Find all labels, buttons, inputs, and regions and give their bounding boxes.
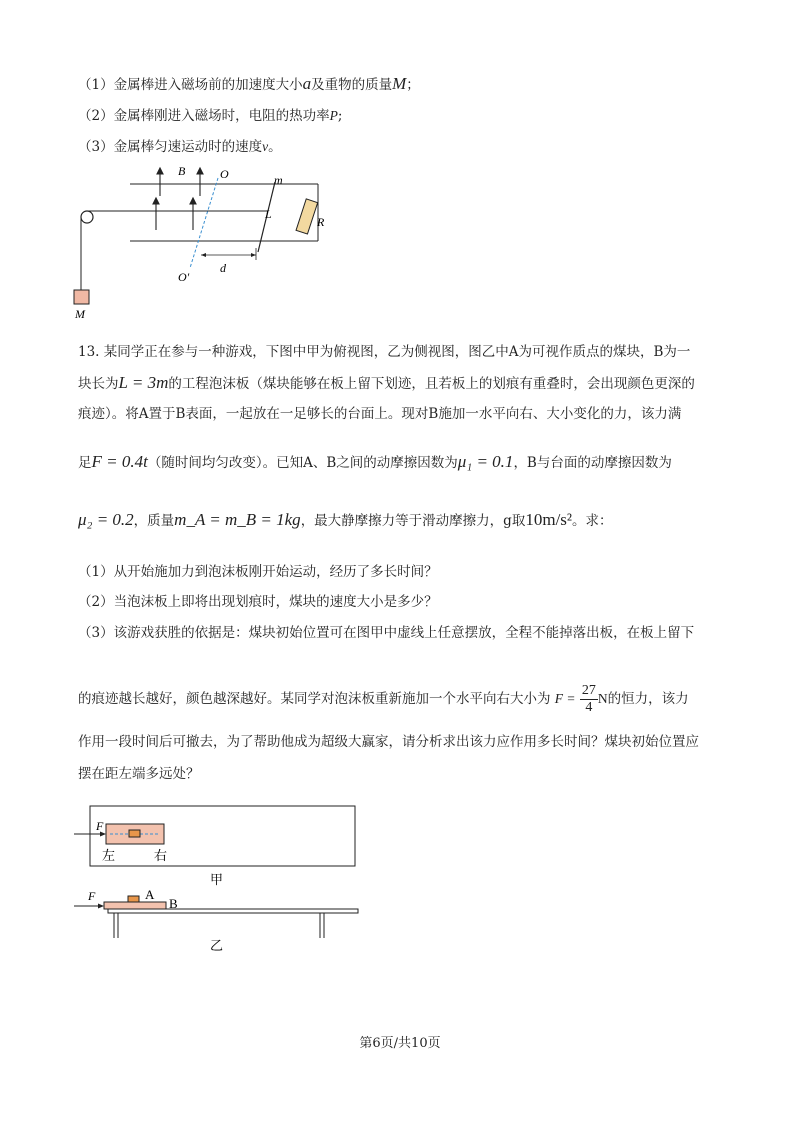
label-right: 右 [154,849,168,864]
q12-item-3: （3）金属棒匀速运动时的速度v。 [78,139,282,155]
q12-figure [60,160,340,325]
resistor [296,199,318,234]
board-side-view [104,902,166,909]
label-O-prime: O' [178,270,190,284]
label-F-jia: F [96,819,104,833]
q12-item-2: （2）金属棒刚进入磁场时，电阻的热功率P; [78,108,343,124]
label-B-board: B [169,896,178,911]
q13-line-2: 块长为L = 3m的工程泡沫板（煤块能够在板上留下划迹，且若板上的划痕有重叠时，会出现颜色更深的 [78,373,695,392]
label-left: 左 [102,849,116,864]
q13-line-3: 痕迹）。将A置于B表面，一起放在一足够长的台面上。现对B施加一水平向右、大小变化的力，该力满 [78,406,682,422]
label-d: d [220,261,226,275]
block-side-view [128,896,139,902]
table-side-view [108,909,358,913]
mass-block [74,290,89,304]
label-R: R [317,215,325,229]
q13-line-1: 13. 某同学正在参与一种游戏，下图中甲为俯视图，乙为侧视图，图乙中A为可视作质点的煤块，B为一 [78,344,691,360]
figure-yi [70,880,370,955]
q13-sub-3: （3）该游戏获胜的依据是：煤块初始位置可在图甲中虚线上任意摆放，全程不能掉落出板，在板上留下 [78,625,695,641]
caption-yi: 乙 [210,939,224,954]
label-A: A [145,887,155,902]
force-fraction: $\frac{27}{4}$ [581,683,596,715]
pulley [81,211,93,223]
label-M: M [75,307,85,321]
label-B: B [178,164,186,178]
q13-sub-2: （2）当泡沫板上即将出现划痕时，煤块的速度大小是多少？ [78,594,438,610]
q13-sub-3-line-3: 作用一段时间后可撤去，为了帮助他成为超级大赢家，请分析求出该力应作用多长时间？煤块初始位置应 [78,734,699,750]
label-F-yi: F [88,889,96,903]
page-number: 第6页/共10页 [359,1036,441,1051]
label-O: O [220,167,229,181]
label-m: m [274,173,283,187]
q13-sub-1: （1）从开始施加力到泡沫板刚开始运动，经历了多长时间？ [78,564,438,580]
caption-jia: 甲 [210,873,224,888]
q13-line-4: 足F = 0.4t（随时间均匀改变）。已知A、B之间的动摩擦因数为μ₁ = 0.1，B与台面的动摩擦因数为 [78,452,672,471]
q12-item-1: （1）金属棒进入磁场前的加速度大小a及重物的质量M； [78,74,420,93]
q13-sub-3-line-2: 的痕迹越长越好，颜色越深越好。某同学对泡沫板重新施加一个水平向右大小为 F = $\frac{27}{4}$ N的恒力，该力 [78,683,689,715]
q13-line-5: μ₂ = 0.2，质量m_A = m_B = 1kg，最大静摩擦力等于滑动摩擦力，g取10m/s²。求： [78,510,613,529]
label-L: L [265,207,272,221]
block-top-view [129,830,140,837]
q13-sub-3-line-4: 摆在距左端多远处？ [78,766,200,782]
